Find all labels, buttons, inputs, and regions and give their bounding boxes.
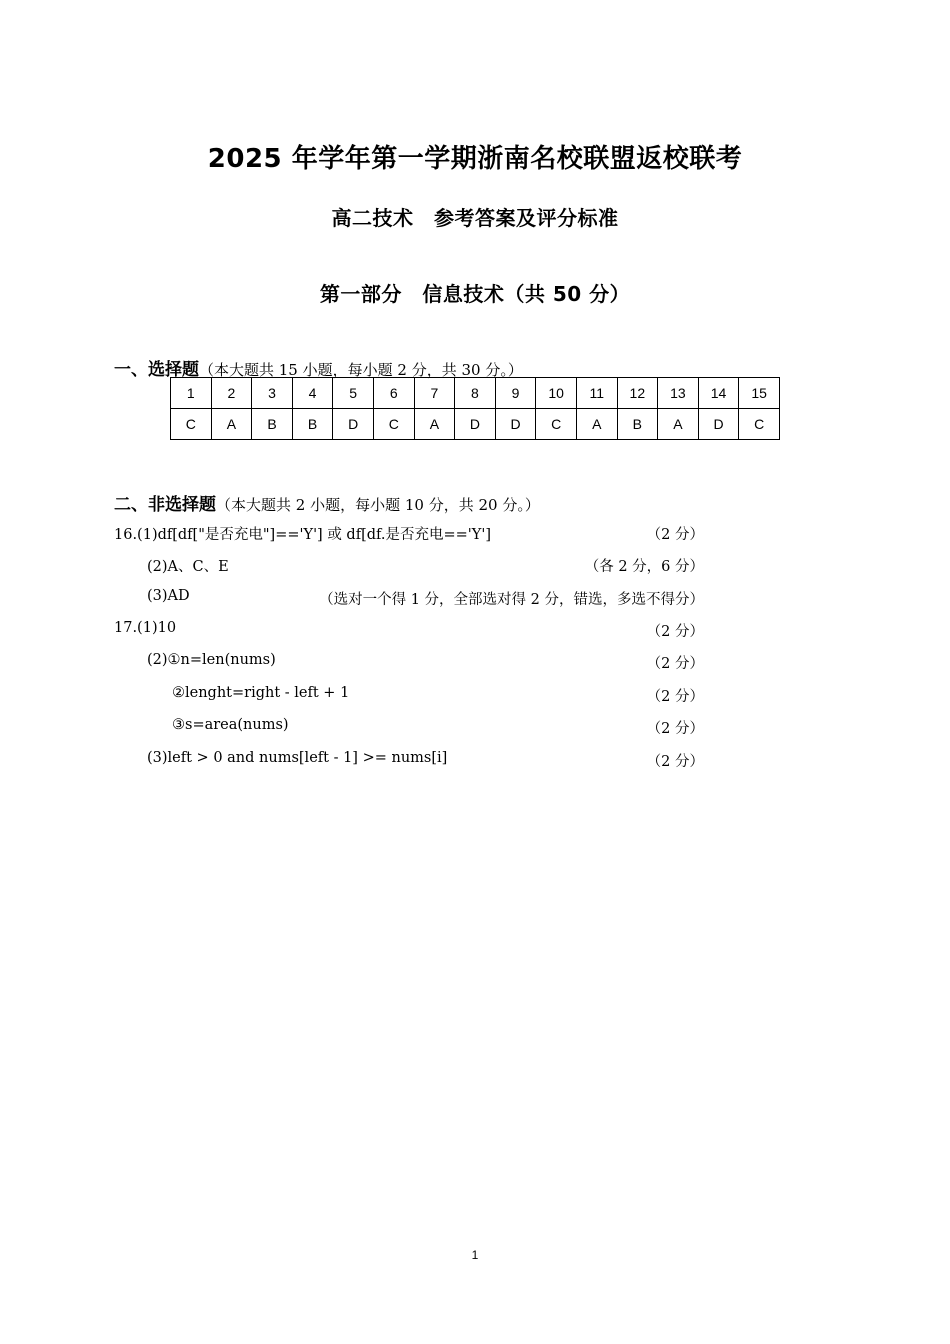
question-number-cell: 14	[698, 378, 739, 409]
answer-table-answer-row	[171, 409, 780, 440]
answer-cell: B	[292, 409, 333, 440]
question-number-cell: 13	[658, 378, 699, 409]
section1-heading-note: （本大题共 15 小题，每小题 2 分，共 30 分。）	[199, 361, 523, 379]
page-number: 1	[471, 1248, 479, 1262]
question-number-cell: 10	[536, 378, 577, 409]
question-number-cell: 1	[171, 378, 212, 409]
question-number-cell: 15	[739, 378, 780, 409]
question-number-cell: 8	[455, 378, 496, 409]
answer-cell: C	[171, 409, 212, 440]
answer-cell: A	[211, 409, 252, 440]
answer-cell: C	[536, 409, 577, 440]
q16-part2-score: （各 2 分，6 分）	[584, 559, 704, 575]
q17-part2-score: （2 分）	[646, 656, 704, 672]
answer-cell: C	[373, 409, 414, 440]
answer-table-number-row	[171, 378, 780, 409]
document-subtitle: 高二技术 参考答案及评分标准	[331, 206, 619, 230]
section2-heading-note: （本大题共 2 小题，每小题 10 分，共 20 分。）	[216, 496, 540, 514]
answer-cell: D	[333, 409, 374, 440]
question-number-cell: 6	[373, 378, 414, 409]
q17-part2-blank2-score: （2 分）	[646, 689, 704, 705]
answer-cell: D	[495, 409, 536, 440]
question-number-cell: 4	[292, 378, 333, 409]
answer-cell: B	[617, 409, 658, 440]
q16-part3-answer: (3)AD	[147, 588, 190, 604]
q16-part3-score: （选对一个得 1 分，全部选对得 2 分，错选，多选不得分）	[319, 592, 704, 608]
q16-part2-answer: (2)A、C、E	[147, 559, 229, 575]
part-title: 第一部分 信息技术（共 50 分）	[319, 282, 631, 306]
q17-part2-blank3-answer: ③s=area(nums)	[172, 717, 289, 733]
document-title: 2025 年学年第一学期浙南名校联盟返校联考	[207, 144, 743, 174]
q16-part1-score: （2 分）	[646, 527, 704, 543]
q17-part2-blank3-score: （2 分）	[646, 721, 704, 737]
q17-part2-blank2-answer: ②lenght=right - left + 1	[172, 685, 350, 701]
q16-part1-answer: 16.(1)df[df["是否充电"]=='Y'] 或 df[df.是否充电=='Y']	[114, 527, 491, 543]
answer-cell: C	[739, 409, 780, 440]
question-number-cell: 7	[414, 378, 455, 409]
answer-cell: A	[576, 409, 617, 440]
section1-heading-label: 一、选择题	[114, 360, 199, 380]
q17-part1-score: （2 分）	[646, 624, 704, 640]
q17-part3-answer: (3)left > 0 and nums[left - 1] >= nums[i]	[147, 750, 448, 766]
question-number-cell: 3	[252, 378, 293, 409]
answer-cell: D	[698, 409, 739, 440]
section2-heading	[114, 490, 540, 515]
answer-cell: A	[658, 409, 699, 440]
answer-cell: D	[455, 409, 496, 440]
question-number-cell: 12	[617, 378, 658, 409]
question-number-cell: 9	[495, 378, 536, 409]
question-number-cell: 5	[333, 378, 374, 409]
q17-part1-answer: 17.(1)10	[114, 620, 177, 636]
question-number-cell: 2	[211, 378, 252, 409]
question-number-cell: 11	[576, 378, 617, 409]
q17-part2-answer: (2)①n=len(nums)	[147, 652, 276, 668]
answer-table	[170, 377, 780, 440]
q17-part3-score: （2 分）	[646, 754, 704, 770]
answer-cell: B	[252, 409, 293, 440]
answer-cell: A	[414, 409, 455, 440]
section2-heading-label: 二、非选择题	[114, 495, 216, 515]
